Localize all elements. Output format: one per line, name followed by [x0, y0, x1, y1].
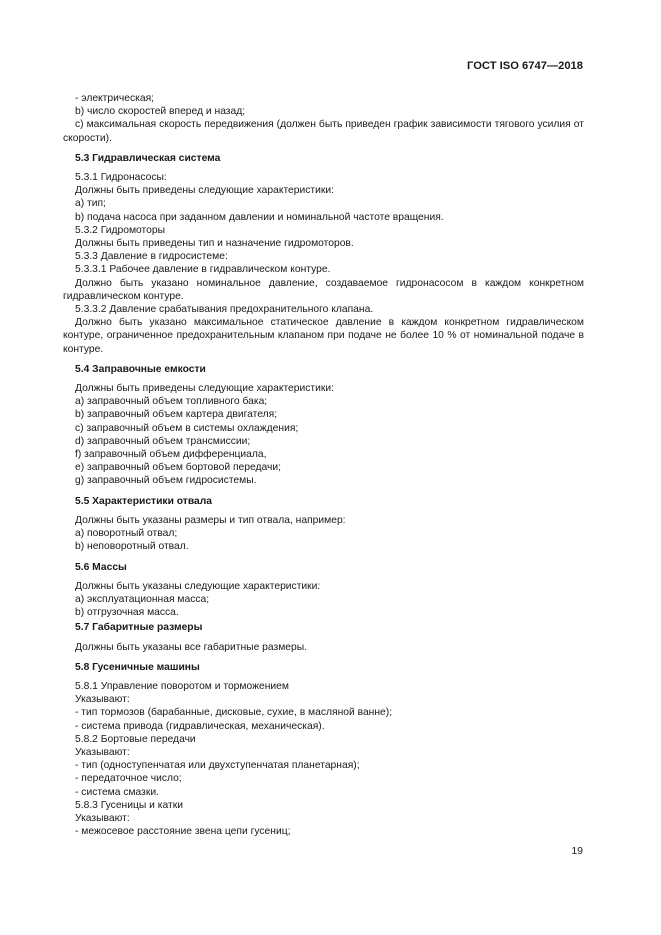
paragraph: Должны быть приведены тип и назначение гидромоторов. — [75, 238, 354, 250]
paragraph: 5.3.2 Гидромоторы — [75, 224, 166, 236]
list-item: - межосевое расстояние звена цепи гусениц; — [75, 826, 291, 838]
page-number: 19 — [571, 845, 583, 857]
section-heading-5-4: 5.4 Заправочные емкости — [75, 363, 206, 375]
paragraph: 5.3.1 Гидронасосы: — [75, 172, 167, 184]
section-heading-5-7: 5.7 Габаритные размеры — [75, 622, 203, 634]
paragraph: Должны быть приведены следующие характеристики: — [75, 185, 334, 197]
section-heading-5-3: 5.3 Гидравлическая система — [75, 152, 221, 164]
paragraph: Указывают: — [75, 694, 130, 706]
list-item: - передаточное число; — [75, 773, 182, 785]
paragraph: 5.8.3 Гусеницы и катки — [75, 799, 183, 811]
paragraph: Должны быть приведены следующие характеристики: — [75, 383, 334, 395]
list-item: f) заправочный объем дифференциала, — [75, 449, 267, 461]
list-item: a) поворотный отвал; — [75, 528, 178, 540]
list-item: b) число скоростей вперед и назад; — [75, 106, 246, 118]
page-content — [63, 92, 584, 838]
list-item: - электрическая; — [75, 93, 155, 104]
paragraph: 5.8.2 Бортовые передачи — [75, 733, 196, 745]
list-item-wrapped: c) максимальная скорость передвижения (должен быть приведен график зависимости тягового усилия от скорости). — [63, 119, 584, 144]
section-heading-5-8: 5.8 Гусеничные машины — [75, 661, 200, 673]
list-item: а) тип; — [75, 198, 106, 210]
list-item: g) заправочный объем гидросистемы. — [75, 475, 257, 487]
list-item: c) заправочный объем в системы охлаждения; — [75, 422, 299, 434]
list-item: а) заправочный объем топливного бака; — [75, 396, 268, 408]
paragraph: Указывают: — [75, 812, 130, 824]
list-item: d) заправочный объем трансмиссии; — [75, 435, 251, 447]
paragraph: Должны быть указаны следующие характеристики: — [75, 580, 321, 592]
paragraph: Должны быть указаны все габаритные размеры. — [75, 641, 308, 653]
list-item: e) заправочный объем бортовой передачи; — [75, 462, 281, 474]
list-item: b) отгрузочная масса. — [75, 607, 179, 619]
document-code: ГОСТ ISO 6747—2018 — [467, 60, 583, 72]
list-item: b) неповоротный отвал. — [75, 541, 189, 553]
section-heading-5-5: 5.5 Характеристики отвала — [75, 495, 213, 507]
section-heading-5-6: 5.6 Массы — [75, 561, 127, 573]
paragraph: 5.3.3.1 Рабочее давление в гидравлическом контуре. — [75, 264, 331, 276]
paragraph: 5.8.1 Управление поворотом и торможением — [75, 680, 289, 692]
list-item: b) заправочный объем картера двигателя; — [75, 409, 278, 421]
paragraph: Должны быть указаны размеры и тип отвала, например: — [75, 514, 346, 526]
list-item: - тип (одноступенчатая или двухступенчатая планетарная); — [75, 760, 360, 772]
list-item: b) подача насоса при заданном давлении и номинальной частоте вращения. — [75, 211, 444, 223]
list-item: - тип тормозов (барабанные, дисковые, сухие, в масляной ванне); — [75, 707, 393, 719]
list-item: - система смазки. — [75, 786, 160, 798]
paragraph: Должно быть указано максимальное статическое давление в каждом конкретном гидравлическом контуре, ограниченное предохранительным клапаном при подаче не более 10 % от номинальной подаче в контуре. — [63, 317, 584, 355]
paragraph: Указывают: — [75, 746, 130, 758]
paragraph: 5.3.3.2 Давление срабатывания предохранительного клапана. — [75, 304, 374, 316]
list-item: а) эксплуатационная масса; — [75, 593, 210, 605]
paragraph: 5.3.3 Давление в гидросистеме: — [75, 251, 228, 263]
paragraph: Должно быть указано номинальное давление, создаваемое гидронасосом в каждом конкретном гидравлическом контуре. — [63, 277, 584, 302]
list-item: - система привода (гидравлическая, механическая). — [75, 720, 325, 732]
